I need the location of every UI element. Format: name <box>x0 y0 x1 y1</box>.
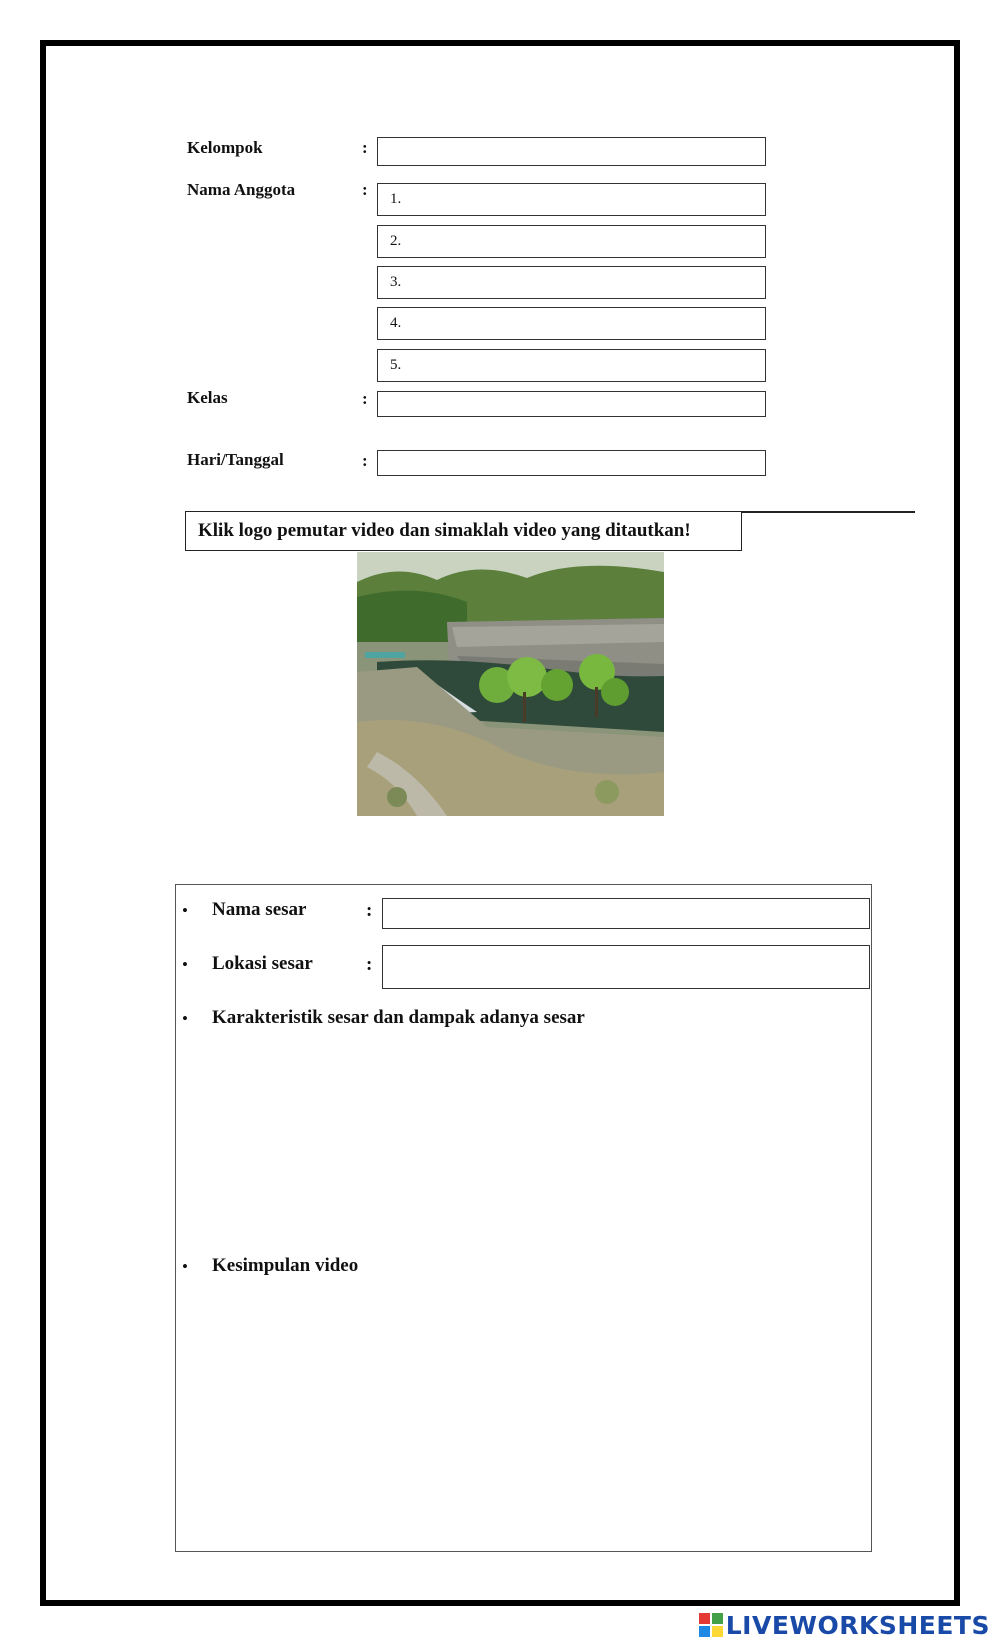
lokasi-sesar-colon: : <box>366 954 373 975</box>
kelas-input[interactable] <box>377 391 766 417</box>
member-5-number: 5. <box>390 357 402 373</box>
brand-name: LIVEWORKSHEETS <box>725 1610 990 1640</box>
landscape-photo-icon <box>357 552 664 816</box>
nama-sesar-colon: : <box>366 900 373 921</box>
member-1-number: 1. <box>390 191 402 207</box>
karakteristik-label: Karakteristik sesar dan dampak adanya sesar <box>212 1007 585 1028</box>
member-2-input[interactable] <box>377 225 766 258</box>
karakteristik-answer-area[interactable] <box>212 1040 862 1240</box>
nama-sesar-input[interactable] <box>382 898 870 929</box>
bullet-lokasi-sesar: • <box>182 955 188 974</box>
nama-sesar-label: Nama sesar <box>212 899 307 920</box>
hari-tanggal-label: Hari/Tanggal <box>187 450 284 469</box>
kelompok-input[interactable] <box>377 137 766 166</box>
kesimpulan-label: Kesimpulan video <box>212 1255 359 1276</box>
nama-anggota-label: Nama Anggota <box>187 180 296 199</box>
member-4-number: 4. <box>390 315 402 331</box>
logo-tiles-icon <box>699 1613 723 1637</box>
kelompok-label: Kelompok <box>187 138 263 157</box>
lokasi-sesar-label: Lokasi sesar <box>212 953 313 974</box>
member-1-input[interactable] <box>377 183 766 216</box>
kelompok-colon: : <box>362 138 368 157</box>
instruction-text: Klik logo pemutar video dan simaklah video yang ditautkan! <box>198 520 691 541</box>
bullet-nama-sesar: • <box>182 901 188 920</box>
member-4-input[interactable] <box>377 307 766 340</box>
video-thumbnail[interactable] <box>357 552 664 816</box>
hari-tanggal-colon: : <box>362 451 368 470</box>
member-2-number: 2. <box>390 233 402 249</box>
kelas-colon: : <box>362 389 368 408</box>
bullet-karakteristik: • <box>182 1009 188 1028</box>
member-3-input[interactable] <box>377 266 766 299</box>
nama-anggota-colon: : <box>362 180 368 199</box>
liveworksheets-logo[interactable] <box>699 1610 990 1640</box>
kelas-label: Kelas <box>187 388 228 407</box>
member-3-number: 3. <box>390 274 402 290</box>
instruction-box <box>185 511 742 551</box>
hari-tanggal-input[interactable] <box>377 450 766 476</box>
lokasi-sesar-input[interactable] <box>382 945 870 989</box>
member-5-input[interactable] <box>377 349 766 382</box>
kesimpulan-answer-area[interactable] <box>212 1290 862 1540</box>
bullet-kesimpulan: • <box>182 1257 188 1276</box>
